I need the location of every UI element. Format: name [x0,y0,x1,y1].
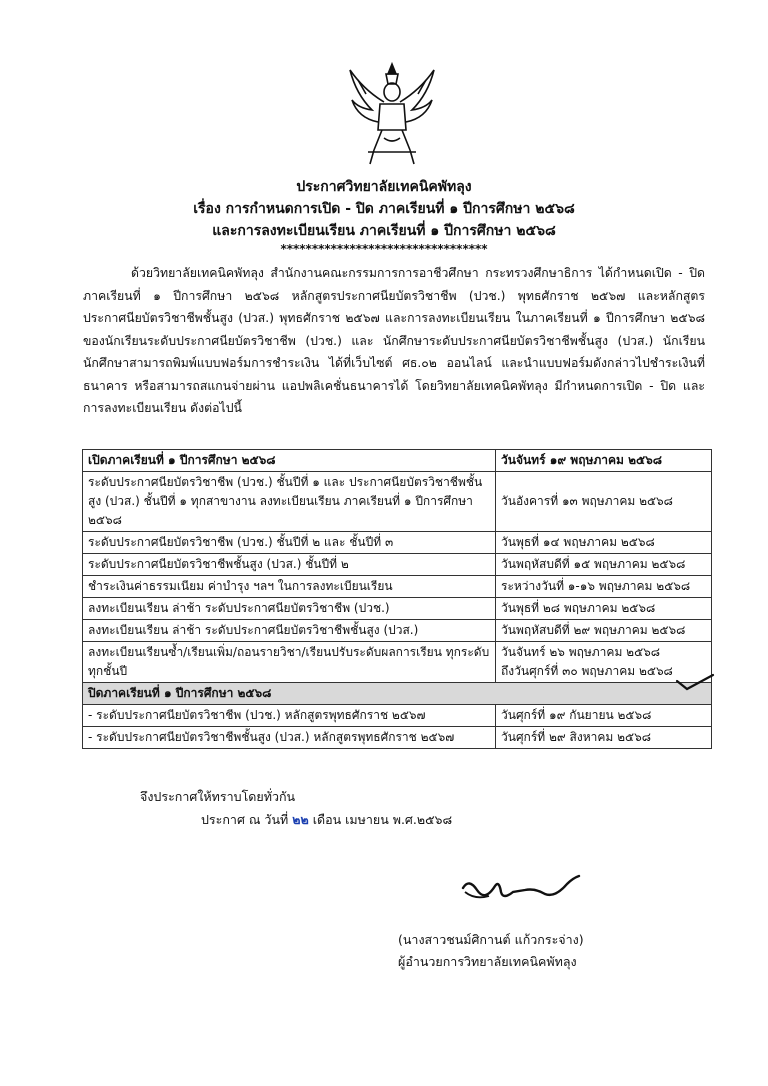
table-row [83,705,712,727]
open-semester-heading: เปิดภาคเรียนที่ ๑ ปีการศึกษา ๒๕๖๘ [83,450,496,472]
table-row [83,472,712,532]
garuda-emblem-icon [344,60,440,168]
table-row [83,642,712,683]
schedule-item: ชำระเงินค่าธรรมเนียม ค่าบำรุง ฯลฯ ในการลงทะเบียนเรียน [83,576,496,598]
table-row [83,727,712,749]
schedule-date-end: ถึงวันศุกร์ที่ ๓๐ พฤษภาคม ๒๕๖๘ [501,664,673,678]
schedule-date: วันศุกร์ที่ ๑๙ กันยายน ๒๕๖๘ [496,705,712,727]
table-row [83,554,712,576]
divider-stars: ********************************* [280,242,488,256]
schedule-item: ลงทะเบียนเรียน ล่าช้า ระดับประกาศนียบัตรวิชาชีพชั้นสูง (ปวส.) [83,620,496,642]
body-paragraph: ด้วยวิทยาลัยเทคนิคพัทลุง สำนักงานคณะกรรมการการอาชีวศึกษา กระทรวงศึกษาธิการ ได้กำหนดเปิด - ปิด ภาคเรียนที่ ๑ ปีการศึกษา ๒๕๖๘ หลักสูตรประกาศนียบัตรวิชาชีพ (ปวช.) พุทธศักราช ๒๕๖๗ และหลักสูตรประกาศนียบัตรวิชาชีพชั้นสูง (ปวส.) พุทธศักราช ๒๕๖๗ และการลงทะเบียนเรียน ในภาคเรียนที่ ๑ ปีการศึกษา ๒๕๖๘ ของนักเรียนระดับประกาศนียบัตรวิชาชีพ (ปวช.) และ นักศึกษาระดับประกาศนียบัตรวิชาชีพชั้นสูง (ปวส.) นักเรียน นักศึกษาสามารถพิมพ์แบบฟอร์มการชำระเงิน ได้ที่เว็บไซต์ ศธ.๐๒ ออนไลน์ และนำแบบฟอร์มดังกล่าวไปชำระเงินที่ธนาคาร หรือสามารถสแกนจ่ายผ่าน แอปพลิเคชั่นธนาคารได้ โดยวิทยาลัยเทคนิคพัทลุง มีกำหนดการเปิด - ปิด และการลงทะเบียนเรียน ดังต่อไปนี้ [83,266,705,415]
schedule-item: ลงทะเบียนเรียน ล่าช้า ระดับประกาศนียบัตรวิชาชีพ (ปวช.) [83,598,496,620]
date-suffix: เดือน เมษายน พ.ศ.๒๕๖๘ [312,812,453,827]
check-mark-icon [675,671,715,693]
schedule-date: วันอังคารที่ ๑๓ พฤษภาคม ๒๕๖๘ [496,472,712,532]
schedule-date-start: วันจันทร์ ๒๖ พฤษภาคม ๒๕๖๘ [501,645,661,659]
table-row [83,620,712,642]
table-row [83,598,712,620]
schedule-table [82,449,712,749]
schedule-date: วันพฤหัสบดีที่ ๑๕ พฤษภาคม ๒๕๖๘ [496,554,712,576]
subject-line-2: และการลงทะเบียนเรียน ภาคเรียนที่ ๑ ปีการศึกษา ๒๕๖๘ [212,223,556,239]
signatory-name: (นางสาวชนม์ศิกานต์ แก้วกระจ่าง) [398,932,584,947]
open-semester-date: วันจันทร์ ๑๙ พฤษภาคม ๒๕๖๘ [496,450,712,472]
table-row [83,532,712,554]
table-row [83,450,712,472]
schedule-date: วันพุธที่ ๒๘ พฤษภาคม ๒๕๖๘ [496,598,712,620]
signatory-position: ผู้อำนวยการวิทยาลัยเทคนิคพัทลุง [398,954,577,969]
schedule-date: วันศุกร์ที่ ๒๙ สิงหาคม ๒๕๖๘ [496,727,712,749]
schedule-item: - ระดับประกาศนียบัตรวิชาชีพชั้นสูง (ปวส.) หลักสูตรพุทธศักราช ๒๕๖๗ [83,727,496,749]
table-row [83,576,712,598]
schedule-date: วันพุธที่ ๑๔ พฤษภาคม ๒๕๖๘ [496,532,712,554]
date-day: ๒๒ [292,812,309,827]
schedule-date: ระหว่างวันที่ ๑-๑๖ พฤษภาคม ๒๕๖๘ [496,576,712,598]
close-semester-heading: ปิดภาคเรียนที่ ๑ ปีการศึกษา ๒๕๖๘ [83,683,712,705]
schedule-item: ลงทะเบียนเรียนซ้ำ/เรียนเพิ่ม/ถอนรายวิชา/เรียนปรับระดับผลการเรียน ทุกระดับ ทุกชั้นปี [83,642,496,683]
announcement-title: ประกาศวิทยาลัยเทคนิคพัทลุง [296,179,472,195]
schedule-item: ระดับประกาศนียบัตรวิชาชีพ (ปวช.) ชั้นปีที่ ๑ และ ประกาศนียบัตรวิชาชีพชั้นสูง (ปวส.) ชั้นปีที่ ๑ ทุกสาขางาน ลงทะเบียนเรียน ภาคเรียนที่ ๑ ปีการศึกษา ๒๕๖๘ [83,472,496,532]
announcement-date [201,810,452,830]
closing-statement: จึงประกาศให้ทราบโดยทั่วกัน [140,789,296,804]
subject-line-1: เรื่อง การกำหนดการเปิด - ปิด ภาคเรียนที่ ๑ ปีการศึกษา ๒๕๖๘ [193,201,575,217]
schedule-date: วันพฤหัสบดีที่ ๒๙ พฤษภาคม ๒๕๖๘ [496,620,712,642]
signature-icon [455,870,585,930]
schedule-item: ระดับประกาศนียบัตรวิชาชีพ (ปวช.) ชั้นปีที่ ๒ และ ชั้นปีที่ ๓ [83,532,496,554]
table-row [83,683,712,705]
date-prefix: ประกาศ ณ วันที่ [201,812,289,827]
schedule-item: - ระดับประกาศนียบัตรวิชาชีพ (ปวช.) หลักสูตรพุทธศักราช ๒๕๖๗ [83,705,496,727]
schedule-item: ระดับประกาศนียบัตรวิชาชีพชั้นสูง (ปวส.) ชั้นปีที่ ๒ [83,554,496,576]
